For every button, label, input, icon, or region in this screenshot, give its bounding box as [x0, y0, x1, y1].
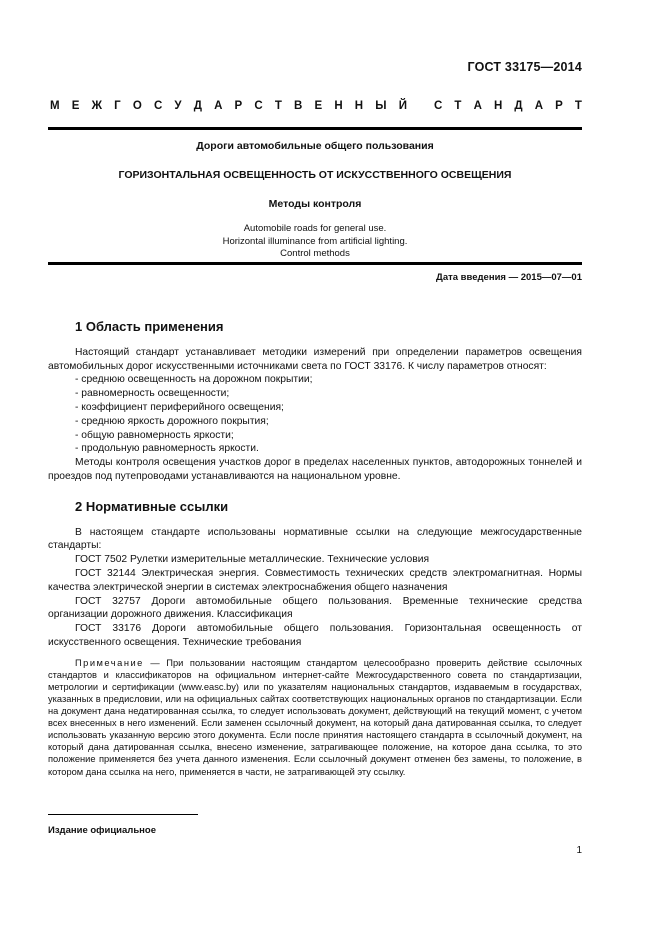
english-title-line: Horizontal illuminance from artificial lighting.: [222, 235, 408, 247]
reference-item: ГОСТ 32144 Электрическая энергия. Совместимость технических средств электромагнитная. Нормы качества электрической энергии в системах электроснабжения общего назначения: [48, 567, 582, 593]
banner-letter: Н: [493, 100, 503, 112]
list-item: - среднюю освещенность на дорожном покрытии;: [75, 374, 313, 386]
banner-letter: А: [214, 100, 223, 112]
section-1-paragraph: Методы контроля освещения участков дорог в пределах населенных пунктов, автодорожных тоннелей и проездов под путепроводами устанавливаются на национальном уровне.: [48, 457, 582, 482]
banner-letter: У: [174, 100, 182, 112]
section-1-paragraph: Настоящий стандарт устанавливает методики измерений при определении параметров освещения автомобильных дорог искусственными источниками света по ГОСТ 33176. К числу параметров относят:: [48, 346, 582, 372]
banner-letter: Е: [71, 100, 80, 112]
introduction-date: Дата введения — 2015—07—01: [436, 272, 582, 283]
banner-letter: О: [132, 100, 142, 112]
banner-letter: Т: [274, 100, 282, 112]
banner-letter: С: [254, 100, 263, 112]
interstate-standard-banner: [50, 100, 582, 112]
banner-letter: А: [534, 100, 544, 112]
section-2-paragraph: В настоящем стандарте использованы нормативные ссылки на следующие межгосударственные стандарты:: [48, 526, 582, 552]
list-item: - продольную равномерность яркости.: [75, 443, 259, 455]
standard-code: ГОСТ 33175—2014: [467, 60, 582, 74]
english-title: [48, 223, 582, 261]
section-2-heading: 2 Нормативные ссылки: [75, 498, 229, 514]
banner-letter: Т: [574, 100, 582, 112]
title-line-1: Дороги автомобильные общего пользования: [196, 140, 434, 152]
english-title-line: Control methods: [280, 248, 350, 259]
section-1-heading: 1 Область применения: [75, 319, 224, 334]
list-item: - среднюю яркость дорожного покрытия;: [75, 415, 269, 427]
banner-letter: А: [473, 100, 482, 112]
reference-item: ГОСТ 32757 Дороги автомобильные общего пользования. Временные технические средства организации дорожного движения. Классификация: [48, 595, 582, 621]
banner-word-interstate: [50, 100, 407, 112]
list-item: - общую равномерность яркости;: [75, 429, 234, 441]
banner-letter: Т: [454, 100, 462, 112]
title-divider: [48, 262, 582, 265]
banner-letter: Р: [555, 100, 563, 112]
banner-word-standard: [434, 100, 582, 112]
document-body: [48, 320, 582, 778]
list-item: - коэффициент периферийного освещения;: [75, 401, 284, 413]
banner-letter: Й: [398, 100, 407, 112]
banner-letter: Д: [193, 100, 202, 112]
english-title-line: Automobile roads for general use.: [243, 223, 387, 234]
note-paragraph: [48, 657, 582, 778]
banner-letter: Ж: [91, 100, 102, 112]
note-label: Примечание: [75, 657, 144, 668]
footer-divider: [48, 814, 198, 815]
banner-letter: С: [434, 100, 443, 112]
banner-letter: Н: [354, 100, 364, 112]
banner-letter: Р: [234, 100, 243, 112]
banner-letter: Ы: [375, 100, 387, 112]
official-edition-label: Издание официальное: [48, 825, 156, 836]
note-text: — При пользовании настоящим стандартом целесообразно проверить действие ссылочных стандартов и классификаторов на официальном интернет-сайте Межгосударственного совета по стандартизации, метрологии и сертификации (www.easc.by) или по указателям национальных стандартов, издаваемым в государствах, указанных в предисловии, или на официальных сайтах соответствующих национальных органов по стандартизации. Если на документ дана недатированная ссылка, то следует использовать документ, действующий на текущий момент, с учетом всех внесенных в него изменений. Если заменен ссылочный документ, на который дана датированная ссылка, то следует использовать указанную версию этого документа. Если после принятия настоящего стандарта в ссылочный документ, на который дана датированная ссылка, внесено изменение, затрагивающее положение, на которое дана ссылка, то это положение применяется без учета данного изменения. Если ссылочный документ отменен без замены, то положение, в котором дана ссылка на него, применяется в части, не затрагивающей эту ссылку.: [48, 657, 582, 777]
title-line-3: Методы контроля: [268, 198, 362, 210]
banner-letter: Г: [114, 100, 121, 112]
banner-letter: Е: [314, 100, 323, 112]
banner-letter: С: [153, 100, 163, 112]
list-item: - равномерность освещенности;: [75, 388, 230, 400]
banner-letter: Д: [514, 100, 523, 112]
reference-item: ГОСТ 33176 Дороги автомобильные общего пользования. Горизонтальная освещенность от искусственного освещения. Технические требования: [48, 623, 582, 648]
banner-letter: М: [50, 100, 60, 112]
page-number: 1: [576, 845, 582, 856]
title-line-2: ГОРИЗОНТАЛЬНАЯ ОСВЕЩЕННОСТЬ ОТ ИСКУССТВЕННОГО ОСВЕЩЕНИЯ: [118, 169, 512, 181]
top-divider: [48, 127, 582, 130]
banner-letter: Н: [334, 100, 343, 112]
banner-letter: В: [294, 100, 303, 112]
reference-item: ГОСТ 7502 Рулетки измерительные металлические. Технические условия: [75, 554, 430, 566]
title-block: [48, 140, 582, 261]
